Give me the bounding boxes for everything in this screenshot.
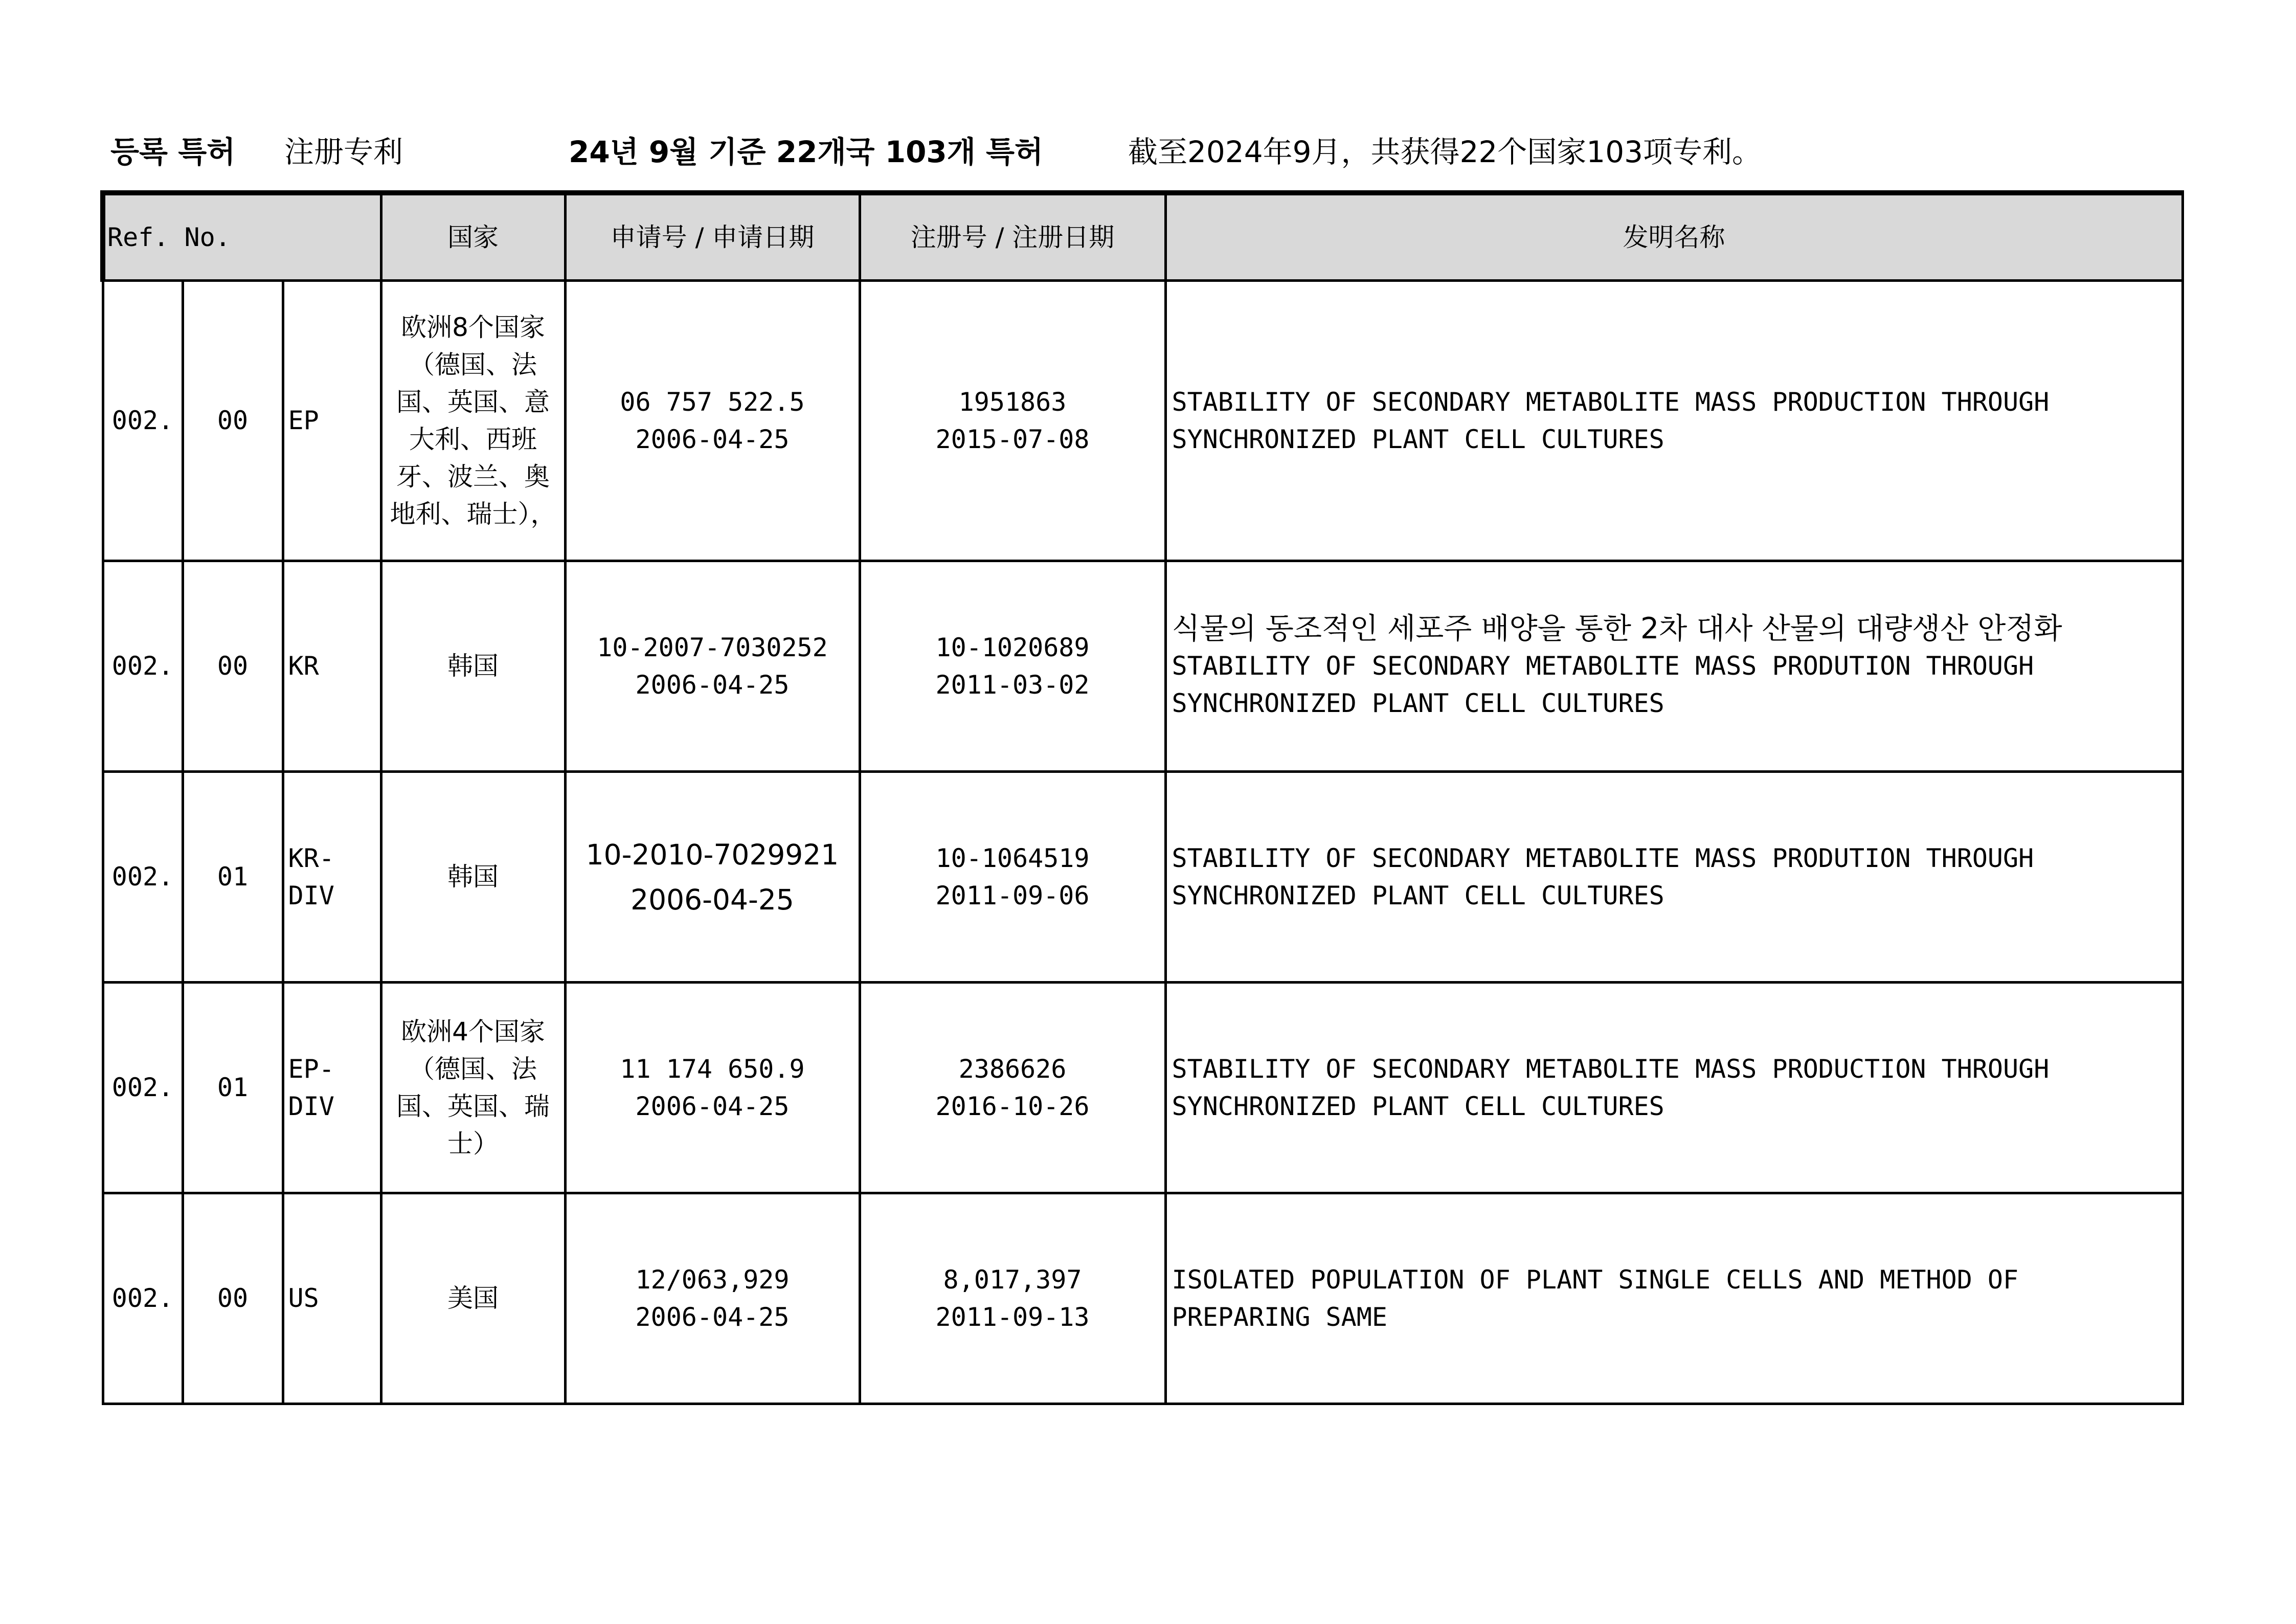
invention-title (1165, 772, 2182, 983)
country-code: EP-DIV (283, 983, 381, 1193)
application-info: 11 174 650.9 2006-04-25 (565, 983, 860, 1193)
ref-number: 002. (103, 983, 183, 1193)
header-application: 申请号 / 申请日期 (565, 193, 860, 281)
ref-number: 002. (103, 561, 183, 772)
country-name: 欧洲4个国家（德国、法国、英国、瑞士） (381, 983, 565, 1193)
registration-info: 10-1020689 2011-03-02 (860, 561, 1165, 772)
heading-chinese-label: 注册专利 (284, 135, 403, 169)
invention-title-english: ISOLATED POPULATION OF PLANT SINGLE CELLS AND METHOD OF PREPARING SAME (1172, 1264, 2019, 1332)
ref-number: 002. (103, 281, 183, 561)
invention-title-english: STABILITY OF SECONDARY METABOLITE MASS PRODUTION THROUGH SYNCHRONIZED PLANT CELL CULTURES (1172, 843, 2034, 910)
table-row (103, 772, 2182, 983)
ref-suffix: 00 (183, 281, 283, 561)
country-name: 韩国 (381, 561, 565, 772)
heading-korean-summary: 24년 9월 기준 22개국 103개 특허 (569, 135, 1044, 169)
application-info: 10-2010-7029921 2006-04-25 (565, 772, 860, 983)
application-info: 12/063,929 2006-04-25 (565, 1193, 860, 1404)
invention-title-korean: 식물의 동조적인 세포주 배양을 통한 2차 대사 산물의 대량생산 안정화 (1172, 612, 2062, 646)
registration-info: 2386626 2016-10-26 (860, 983, 1165, 1193)
ref-suffix: 00 (183, 1193, 283, 1404)
header-ref-no: Ref. No. (103, 193, 381, 281)
invention-title (1165, 561, 2182, 772)
country-code: KR-DIV (283, 772, 381, 983)
application-info: 06 757 522.5 2006-04-25 (565, 281, 860, 561)
application-info: 10-2007-7030252 2006-04-25 (565, 561, 860, 772)
heading-korean-label: 등록 특허 (110, 135, 236, 169)
country-name: 欧洲8个国家（德国、法国、英国、意大利、西班牙、波兰、奥地利、瑞士）， (381, 281, 565, 561)
invention-title-english: STABILITY OF SECONDARY METABOLITE MASS PRODUTION THROUGH SYNCHRONIZED PLANT CELL CULTURES (1172, 651, 2034, 718)
ref-number: 002. (103, 772, 183, 983)
header-country: 国家 (381, 193, 565, 281)
ref-suffix: 00 (183, 561, 283, 772)
invention-title (1165, 983, 2182, 1193)
country-code: US (283, 1193, 381, 1404)
table-header-row (103, 193, 2182, 281)
invention-title-english: STABILITY OF SECONDARY METABOLITE MASS PRODUCTION THROUGH SYNCHRONIZED PLANT CELL CULTURES (1172, 1054, 2050, 1121)
invention-title-english: STABILITY OF SECONDARY METABOLITE MASS PRODUCTION THROUGH SYNCHRONIZED PLANT CELL CULTURES (1172, 387, 2050, 454)
invention-title (1165, 1193, 2182, 1404)
table-row (103, 983, 2182, 1193)
header-registration: 注册号 / 注册日期 (860, 193, 1165, 281)
ref-number: 002. (103, 1193, 183, 1404)
registration-info: 8,017,397 2011-09-13 (860, 1193, 1165, 1404)
registration-info: 10-1064519 2011-09-06 (860, 772, 1165, 983)
table-row (103, 281, 2182, 561)
country-code: KR (283, 561, 381, 772)
country-name: 美国 (381, 1193, 565, 1404)
ref-suffix: 01 (183, 772, 283, 983)
page-heading (110, 128, 2207, 169)
country-name: 韩国 (381, 772, 565, 983)
header-title: 发明名称 (1165, 193, 2182, 281)
country-code: EP (283, 281, 381, 561)
table-row (103, 561, 2182, 772)
patent-table (100, 190, 2184, 1405)
registration-info: 1951863 2015-07-08 (860, 281, 1165, 561)
table-row (103, 1193, 2182, 1404)
invention-title (1165, 281, 2182, 561)
ref-suffix: 01 (183, 983, 283, 1193)
heading-chinese-summary: 截至2024年9月，共获得22个国家103项专利。 (1128, 135, 1762, 169)
